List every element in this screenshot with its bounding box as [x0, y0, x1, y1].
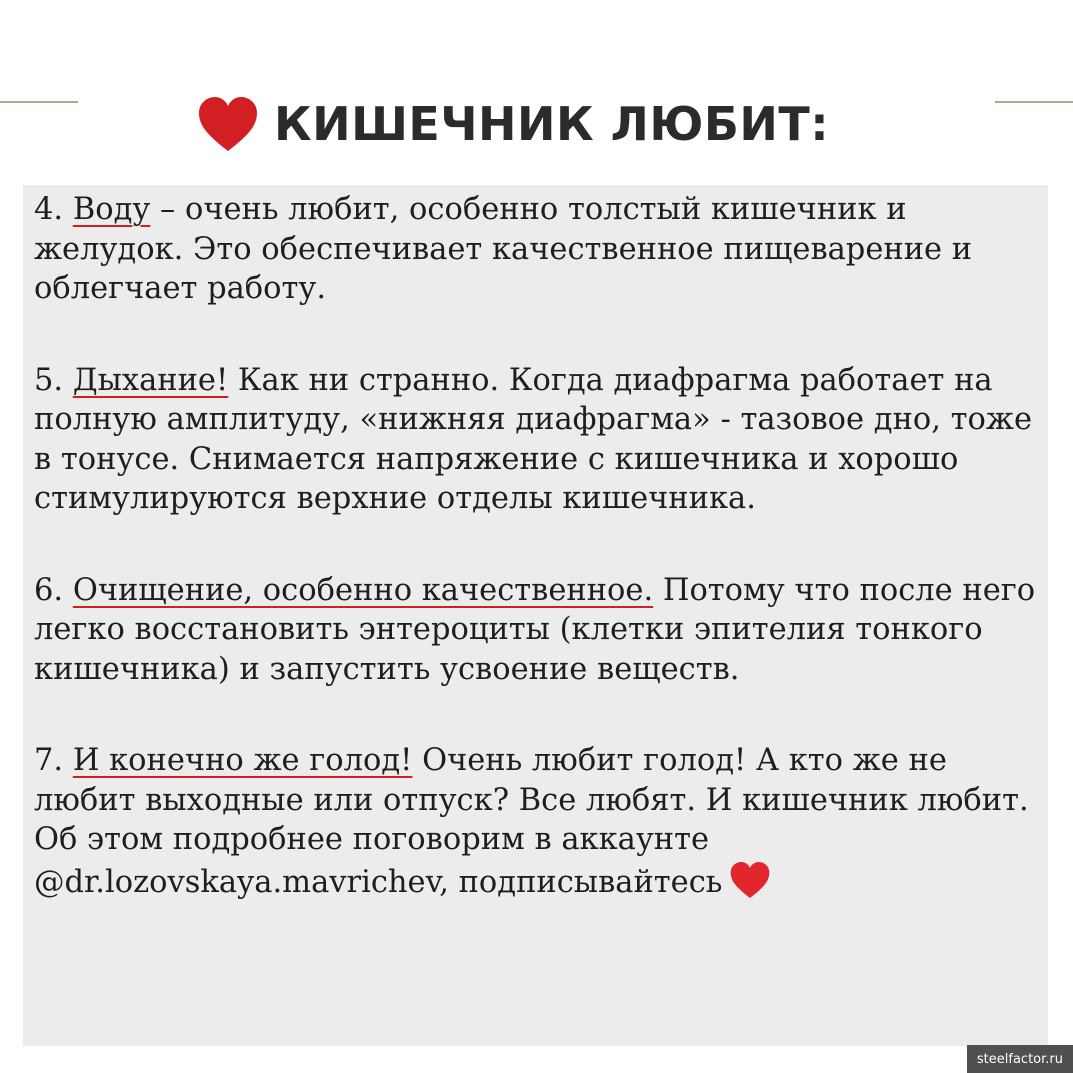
- item-text: Как ни странно. Когда диафрагма работает на полную амплитуду, «нижняя диафрагма» - тазовое дно, тоже в тонусе. Снимается напряжение с кишечника и хорошо стимулируются верхние отделы кишечника.: [34, 362, 1032, 516]
- item-highlight: Очищение, особенно качественное.: [72, 572, 654, 608]
- heart-icon: [728, 860, 772, 900]
- heart-icon: [196, 94, 260, 154]
- item-number: 7.: [34, 743, 64, 778]
- item-text: – очень любит, особенно толстый кишечник и желудок. Это обеспечивает качественное пищеварение и облегчает работу.: [34, 192, 973, 306]
- list-item-4: [34, 190, 1039, 309]
- item-number: 4.: [34, 192, 64, 227]
- decorative-rule-right: [995, 101, 1073, 103]
- item-highlight: И конечно же голод!: [72, 743, 413, 778]
- watermark: steelfactor.ru: [967, 1045, 1073, 1073]
- item-highlight: Воду: [72, 192, 151, 227]
- item-text: Потому что после него легко восстановить энтероциты (клетки эпителия тонкого кишечника) и запустить усвоение веществ.: [34, 572, 1036, 687]
- list-item-7: [34, 741, 1039, 902]
- item-number: 5.: [34, 362, 64, 398]
- content-text: [34, 190, 1039, 902]
- list-item-6: [34, 571, 1039, 690]
- item-text: Очень любит голод! А кто же не любит выходные или отпуск? Все любят. И кишечник любит. Об этом подробнее поговорим в аккаунте @dr.lozovskaya.mavrichev, подписывайтесь: [34, 743, 1029, 900]
- item-number: 6.: [34, 572, 64, 608]
- page-title: КИШЕЧНИК ЛЮБИТ:: [274, 97, 830, 151]
- decorative-rule-left: [0, 101, 78, 103]
- item-highlight: Дыхание!: [72, 362, 229, 398]
- list-item-5: [34, 361, 1039, 519]
- header: [196, 94, 829, 154]
